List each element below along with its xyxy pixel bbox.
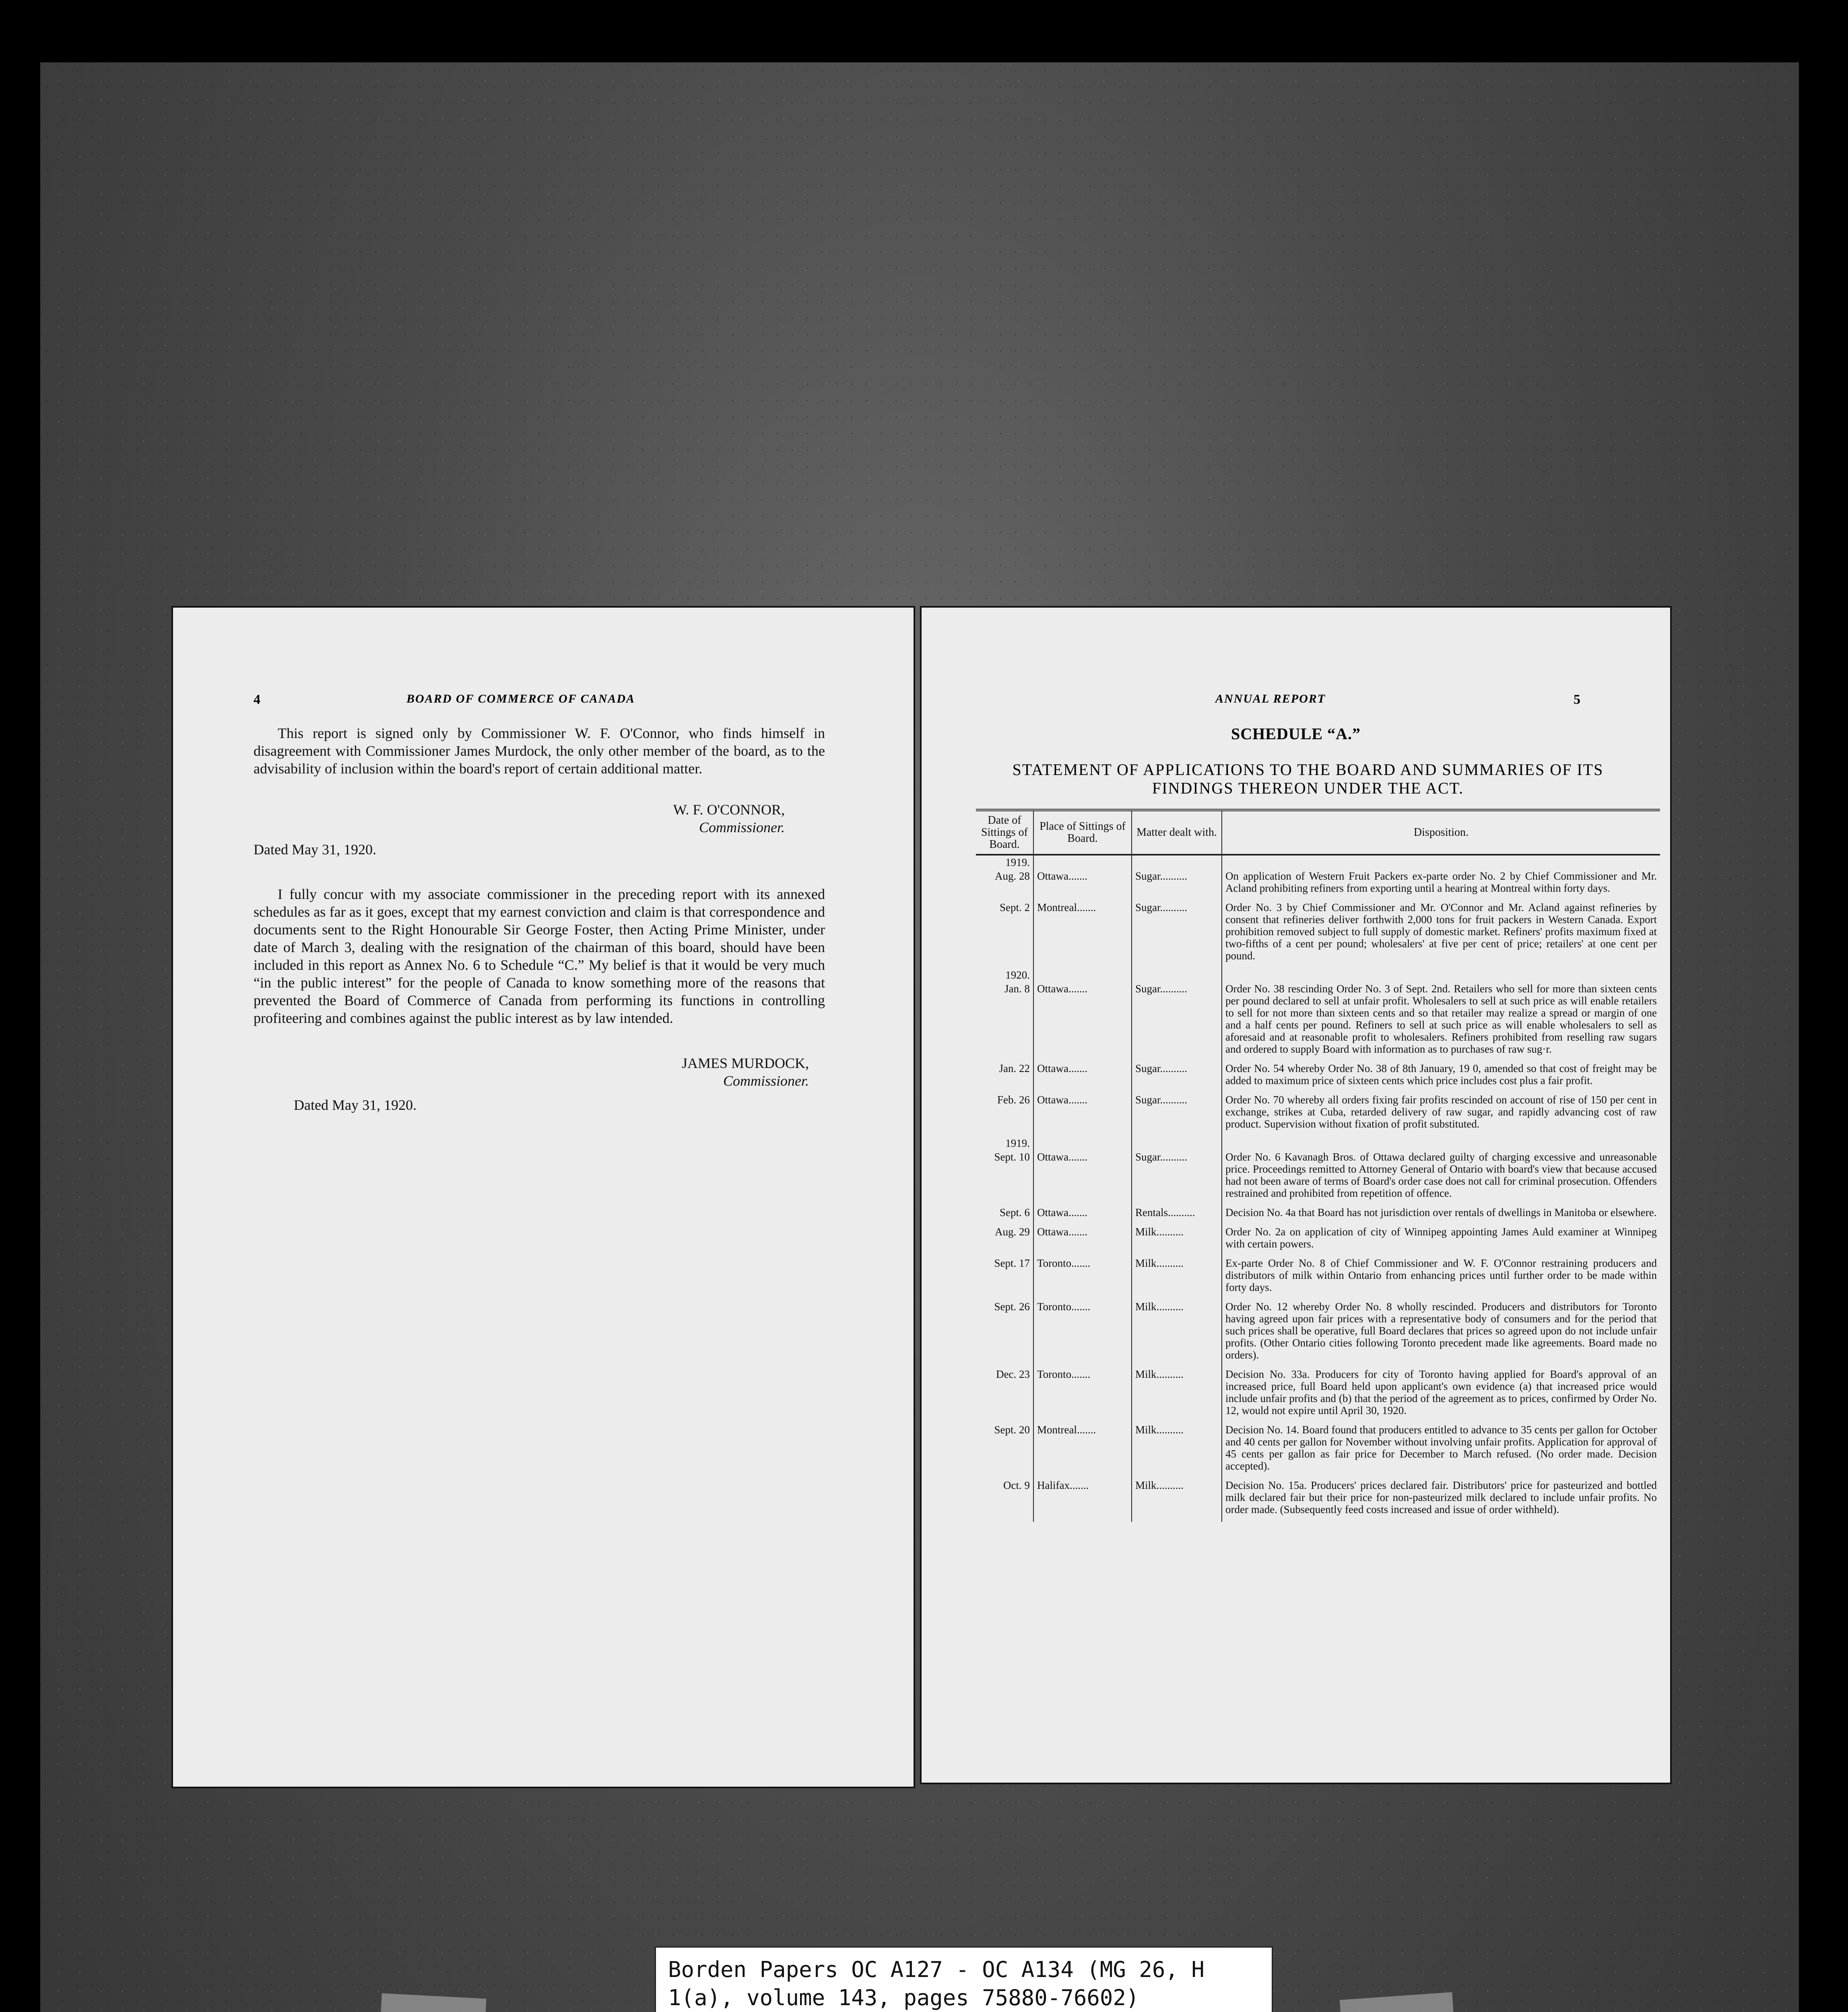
row-matter: Milk.......... [1132,1256,1222,1294]
year-label: 1919. [1005,1137,1030,1149]
table-header-row [976,811,1660,855]
row-spacer [976,1131,1660,1136]
row-matter: Sugar.......... [1132,982,1222,1056]
year-label: 1920. [1005,969,1030,981]
schedule-title: SCHEDULE “A.” [1231,725,1361,743]
signature-title: Commissioner. [699,819,785,835]
row-date: Aug. 28 [995,870,1030,882]
row-spacer [976,1056,1660,1062]
row-disposition: Order No. 12 whereby Order No. 8 wholly rescinded. Producers and distributors for Toronto having agreed upon fair prices with a representative body of consumers and for the period that such prices shall be operative, full Board declares that prices so agreed upon do not include unfair profits. (Other Ontario cities following Toronto precedent made like agreements. Board made no orders). [1222,1300,1660,1362]
left-paragraph-1 [254,724,825,795]
row-spacer [976,1362,1660,1367]
table-row [976,1367,1660,1417]
signature-murdock [535,1054,809,1090]
row-disposition: Order No. 3 by Chief Commissioner and Mr. O'Connor and Mr. Acland against refineries by consent that refineries deliver forthwith 2,000 tons for fruit packers in Western Canada. Export prohibition removed subject to full supply of domestic market. Refiners' profits maximum fixed at two-fifths of a cent per pound; wholesalers' at five per cent of price; retailers' at one cent per pound. [1222,901,1660,963]
row-disposition: Order No. 2a on application of city of Winnipeg appointing James Auld examiner at Winnipeg with certain powers. [1222,1225,1660,1251]
row-disposition: Decision No. 33a. Producers for city of Toronto having applied for Board's approval of an increased price, full Board held upon applicant's own evidence (a) that increased price would include unfair profits and (b) that the period of the agreement as to prices, confirmed by Order No. 12, would not expire until April 30, 1920. [1222,1367,1660,1417]
row-matter: Rentals.......... [1132,1206,1222,1219]
table-body [976,855,1660,1522]
table-row [976,1423,1660,1473]
right-page [922,608,1670,1783]
right-running-head: ANNUAL REPORT [1215,692,1326,705]
row-spacer [976,1294,1660,1300]
row-date: Dec. 23 [996,1368,1030,1380]
row-date: Feb. 26 [997,1094,1030,1106]
table-row [976,1150,1660,1200]
row-date: Sept. 26 [994,1301,1030,1313]
row-disposition: On application of Western Fruit Packers ex-parte order No. 2 by Chief Commissioner and Mr. Acland prohibiting refiners from exporting until a hearing at Montreal within forty days. [1222,869,1660,895]
row-date: Jan. 22 [999,1062,1030,1074]
row-disposition: Decision No. 15a. Producers' prices declared fair. Distributors' price for pasteurized and bottled milk declared fair but their price for non-pasteurized milk declared to include unfair profits. No order made. (Subsequently feed costs increased and issue of order withheld). [1222,1478,1660,1516]
row-date: Aug. 29 [995,1226,1030,1238]
row-date: Jan. 8 [1004,983,1030,995]
row-date: Sept. 2 [999,901,1030,913]
row-spacer [976,1417,1660,1423]
schedule-table [976,809,1660,1522]
dated-line-1: Dated May 31, 1920. [254,841,376,858]
row-date: Sept. 6 [999,1206,1030,1218]
year-label: 1919. [1005,856,1030,868]
table-row [976,901,1660,963]
row-date: Sept. 20 [994,1424,1030,1436]
row-date: Oct. 9 [1003,1479,1030,1491]
row-place: Ottawa....... [1033,982,1132,1056]
row-disposition: Order No. 70 whereby all orders fixing fair profits rescinded on account of rise of 150 per cent in exchange, strikes at Cuba, retarded delivery of raw sugar, and rapidly advancing cost of raw product. Supervision without fixation of profit substituted. [1222,1093,1660,1131]
col-disposition-header: Disposition. [1222,811,1660,855]
row-disposition: Order No. 38 rescinding Order No. 3 of Sept. 2nd. Retailers who sell for more than sixteen cents per pound declared to sell at unfair profit. Wholesalers to sell at such price as will enable retailers to sell for not more than sixteen cents and so that retailer may realize a spread or margin of one and a half cents per pound. Refiners to sell at such price as will enable wholesalers to sell as aforesaid and at reasonable profit to wholesalers. Refiners prohibited from reselling raw sugars and ordered to supply Board with information as to purchases of raw sug·r. [1222,982,1660,1056]
signature-oconnor [535,801,785,836]
left-running-head: BOARD OF COMMERCE OF CANADA [406,692,635,705]
row-matter: Milk.......... [1132,1225,1222,1251]
row-place: Montreal....... [1033,1423,1132,1473]
table-row [976,1300,1660,1362]
row-matter: Sugar.......... [1132,1093,1222,1131]
col-date-header: Date of Sittings of Board. [976,811,1033,855]
table-row [976,1093,1660,1131]
row-matter: Sugar.......... [1132,901,1222,963]
row-spacer [976,1200,1660,1206]
row-disposition: Order No. 54 whereby Order No. 38 of 8th January, 19 0, amended so that cost of freight may be added to maximum price of sixteen cents which price includes cost plus a fair profit. [1222,1062,1660,1087]
row-place: Toronto....... [1033,1300,1132,1362]
row-disposition: Ex-parte Order No. 8 of Chief Commissioner and W. F. O'Connor restraining producers and distributors of milk within Ontario from enhancing prices until further order to be made within forty days. [1222,1256,1660,1294]
row-matter: Sugar.......... [1132,1150,1222,1200]
signature-title: Commissioner. [723,1073,809,1089]
row-place: Ottawa....... [1033,1062,1132,1087]
signature-name: W. F. O'CONNOR, [673,802,785,818]
row-spacer [976,1473,1660,1478]
row-place: Ottawa....... [1033,1150,1132,1200]
row-disposition: Decision No. 14. Board found that producers entitled to advance to 35 cents per gallon for October and 40 cents per gallon for November without involving unfair profits. Application for approval of 45 cents per gallon as fair price for December to March refused. (No order made. Decision accepted). [1222,1423,1660,1473]
schedule-subtitle: STATEMENT OF APPLICATIONS TO THE BOARD AND SUMMARIES OF ITS FINDINGS THEREON UNDER THE ACT. [1012,761,1604,797]
row-matter: Milk.......... [1132,1367,1222,1417]
col-matter-header: Matter dealt with. [1132,811,1222,855]
table-row [976,1206,1660,1219]
row-matter: Milk.......... [1132,1300,1222,1362]
year-row [976,968,1660,982]
row-spacer [976,1516,1660,1522]
row-place: Toronto....... [1033,1367,1132,1417]
row-place: Halifax....... [1033,1478,1132,1516]
paragraph-murdock: I fully concur with my associate commissioner in the preceding report with its annexed schedules as far as it goes, except that my earnest conviction and claim is that correspondence and documents sent to the Right Honourable Sir George Foster, then Acting Prime Minister, under date of March 3, dealing with the resignation of the chairman of this board, should have been included in this report as Annex No. 6 to Schedule “C.” My belief is that it would be very much “in the public interest” for the people of Canada to know something more of the reasons that prevented the Board of Commerce of Canada from performing its functions in controlling profiteering and combines against the public interest as by law intended. [254,886,825,1026]
paragraph-oconnor: This report is signed only by Commissioner W. F. O'Connor, who finds himself in disagreement with Commissioner James Murdock, the only other member of the board, as to the advisability of inclusion within the board's report of certain additional matter. [254,725,825,777]
row-date: Sept. 10 [994,1151,1030,1163]
row-place: Ottawa....... [1033,1206,1132,1219]
reference-label: Borden Papers OC A127 - OC A134 (MG 26, H 1(a), volume 143, pages 75880-76602) [656,1948,1272,2012]
row-date: Sept. 17 [994,1257,1030,1269]
row-spacer [976,963,1660,968]
row-place: Ottawa....... [1033,1225,1132,1251]
row-disposition: Order No. 6 Kavanagh Bros. of Ottawa declared guilty of charging excessive and unreasonable price. Proceedings remitted to Attorney General of Ontario with board's view that because accused had not been aware of terms of Board's order case does not call for criminal prosecution. Offenders restrained and prohibited from repetition of offence. [1222,1150,1660,1200]
row-matter: Milk.......... [1132,1478,1222,1516]
row-spacer [976,1219,1660,1225]
col-place-header: Place of Sittings of Board. [1033,811,1132,855]
row-spacer [976,895,1660,901]
left-page-number: 4 [254,692,260,707]
row-spacer [976,1087,1660,1093]
table-row [976,982,1660,1056]
year-row [976,855,1660,869]
table-row [976,1478,1660,1516]
left-page [173,608,914,1787]
right-page-number: 5 [1574,692,1580,707]
row-place: Montreal....... [1033,901,1132,963]
row-disposition: Decision No. 4a that Board has not jurisdiction over rentals of dwellings in Manitoba or elsewhere. [1222,1206,1660,1219]
row-place: Ottawa....... [1033,1093,1132,1131]
left-paragraph-2 [254,885,825,1045]
row-place: Toronto....... [1033,1256,1132,1294]
dated-line-2: Dated May 31, 1920. [294,1097,417,1113]
table-row [976,1062,1660,1087]
row-place: Ottawa....... [1033,869,1132,895]
row-matter: Milk.......... [1132,1423,1222,1473]
row-matter: Sugar.......... [1132,1062,1222,1087]
row-matter: Sugar.......... [1132,869,1222,895]
signature-name: JAMES MURDOCK, [681,1055,809,1071]
year-row [976,1136,1660,1150]
table-row [976,1256,1660,1294]
table-row [976,869,1660,895]
table-row [976,1225,1660,1251]
row-spacer [976,1251,1660,1256]
